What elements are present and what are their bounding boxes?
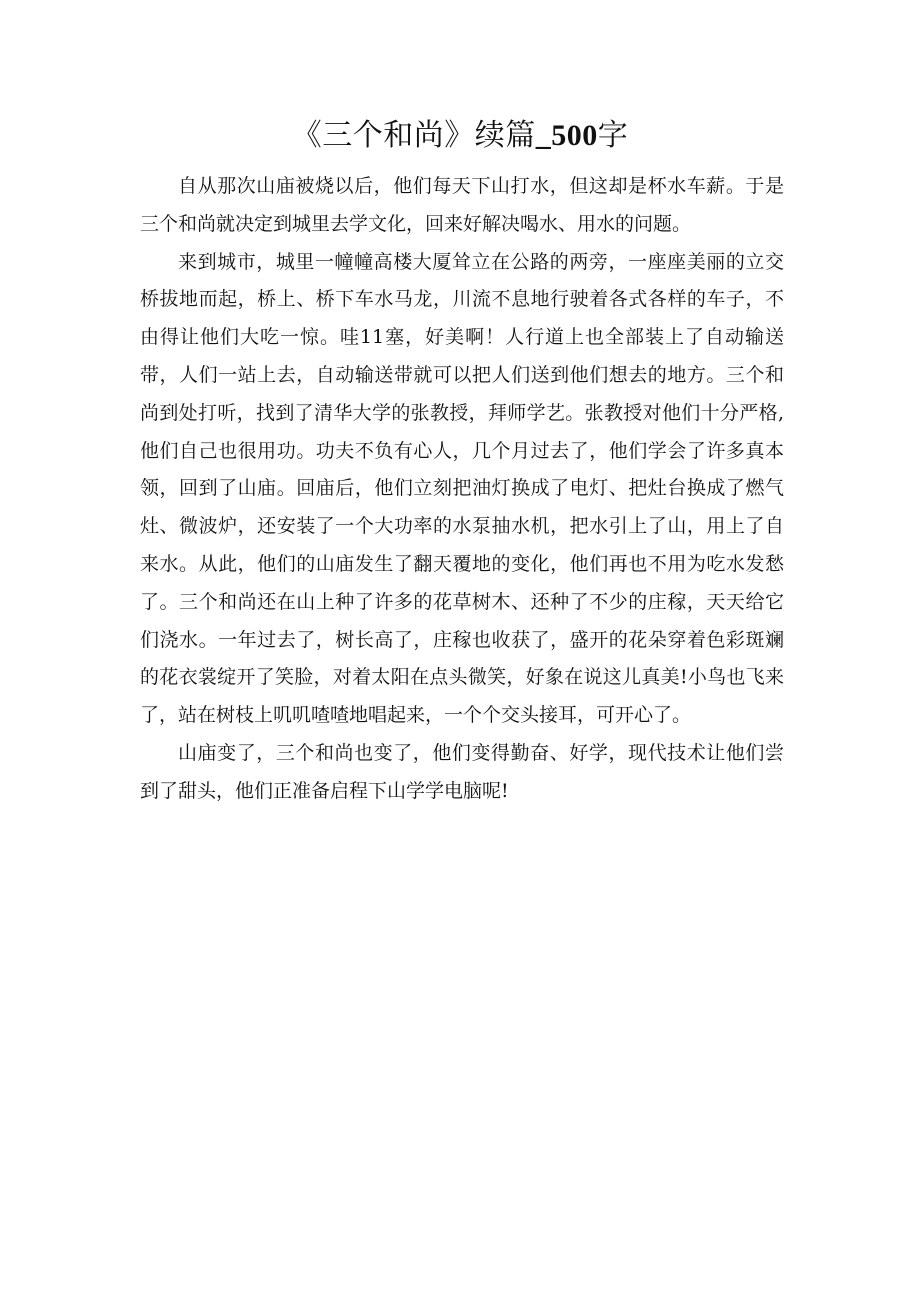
document-title <box>0 112 920 160</box>
article-body <box>140 168 784 811</box>
title-end-text: 字 <box>597 118 629 153</box>
title-number: _500 <box>535 119 598 152</box>
paragraph-3: 山庙变了，三个和尚也变了，他们变得勤奋、好学，现代技术让他们尝到了甜头，他们正准备启程下山学学电脑呢! <box>140 741 784 802</box>
paragraph-1: 自从那次山庙被烧以后，他们每天下山打水，但这却是杯水车薪。于是三个和尚就决定到城里去学文化，回来好解决喝水、用水的问题。 <box>140 175 784 235</box>
title-main-text: 《三个和尚》续篇 <box>291 118 536 153</box>
paragraph-2: 来到城市，城里一幢幢高楼大厦耸立在公路的两旁，一座座美丽的立交桥拔地而起，桥上、桥下车水马龙，川流不息地行驶着各式各样的车子，不由得让他们大吃一惊。哇11塞，好美啊！人行道上也全部装上了自动输送带，人们一站上去，自动输送带就可以把人们送到他们想去的地方。三个和尚到处打听，找到了清华大学的张教授，拜师学艺。张教授对他们十分严格,他们自己也很用功。功夫不负有心人，几个月过去了，他们学会了许多真本领，回到了山庙。回庙后，他们立刻把油灯换成了电灯、把灶台换成了燃气灶、微波炉，还安装了一个大功率的水泵抽水机，把水引上了山，用上了自来水。从此，他们的山庙发生了翻天覆地的变化，他们再也不用为吃水发愁了。三个和尚还在山上种了许多的花草树木、还种了不少的庄稼，天天给它们浇水。一年过去了，树长高了，庄稼也收获了，盛开的花朵穿着色彩斑斓的花衣裳绽开了笑脸，对着太阳在点头微笑，好象在说这儿真美!小鸟也飞来了，站在树枝上叽叽喳喳地唱起来，一个个交头接耳，可开心了。 <box>140 250 784 727</box>
